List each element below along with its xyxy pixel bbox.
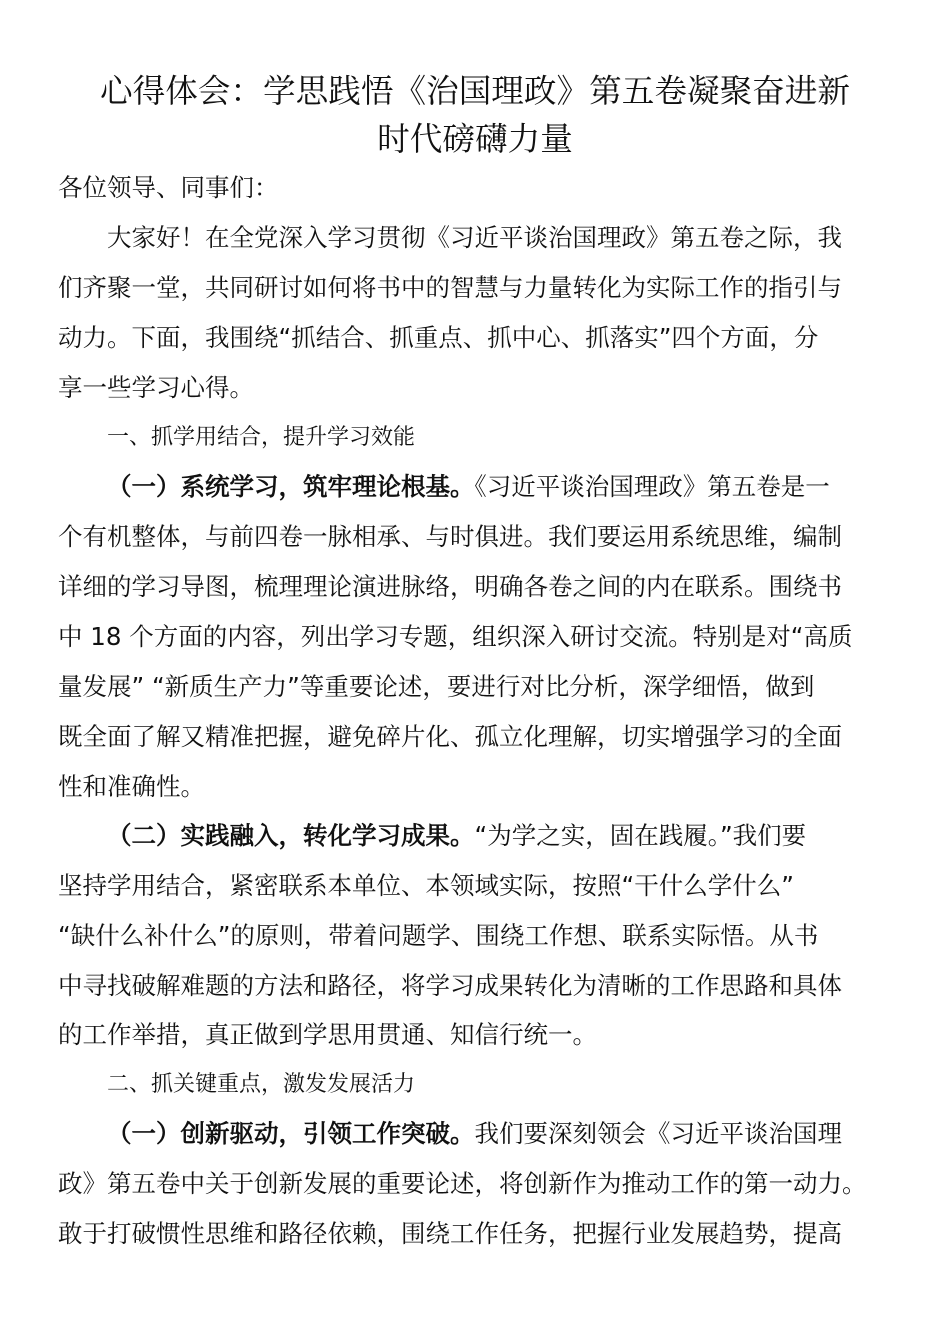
s1p2-line-3: “缺什么补什么”的原则，带着问题学、围绕工作想、联系实际悟。从书 xyxy=(58,921,819,950)
s1p2-line-4: 中寻找破解难题的方法和路径，将学习成果转化为清晰的工作思路和具体 xyxy=(58,971,842,1000)
s2p1-line-2: 政》第五卷中关于创新发展的重要论述，将创新作为推动工作的第一动力。 xyxy=(58,1169,867,1198)
s1p1-lead: （一）系统学习，筑牢理论根基。 xyxy=(107,472,475,501)
s1p2-line-5: 的工作举措，真正做到学思用贯通、知信行统一。 xyxy=(58,1020,597,1049)
intro-line-1: 大家好！在全党深入学习贯彻《习近平谈治国理政》第五卷之际，我 xyxy=(107,223,842,252)
intro-line-2: 们齐聚一堂，共同研讨如何将书中的智慧与力量转化为实际工作的指引与 xyxy=(58,273,842,302)
s2p1-line-3: 敢于打破惯性思维和路径依赖，围绕工作任务，把握行业发展趋势，提高 xyxy=(58,1219,842,1248)
title-line-2: 时代磅礴力量 xyxy=(377,120,573,158)
s1p1-line-1-text: 《习近平谈治国理政》第五卷是一 xyxy=(474,472,830,501)
s1p1-line-6: 既全面了解又精准把握，避免碎片化、孤立化理解，切实增强学习的全面 xyxy=(58,722,842,751)
salutation: 各位领导、同事们： xyxy=(58,173,279,202)
s2p1-lead: （一）创新驱动，引领工作突破。 xyxy=(107,1119,475,1148)
s1p2-lead: （二）实践融入，转化学习成果。 xyxy=(107,821,475,850)
title-line-1: 心得体会：学思践悟《治国理政》第五卷凝聚奋进新 xyxy=(99,72,851,110)
section1-heading: 一、抓学用结合，提升学习效能 xyxy=(107,425,416,450)
s1p1-line-3: 详细的学习导图，梳理理论演进脉络，明确各卷之间的内在联系。围绕书 xyxy=(58,572,842,601)
s2p1-line-1-text: 我们要深刻领会《习近平谈治国理 xyxy=(474,1119,842,1148)
section2-heading: 二、抓关键重点，激发发展活力 xyxy=(107,1072,416,1097)
s1p1-line-2: 个有机整体，与前四卷一脉相承、与时俱进。我们要运用系统思维，编制 xyxy=(58,522,842,551)
s1p1-line-4: 中 18 个方面的内容，列出学习专题，组织深入研讨交流。特别是对“高质 xyxy=(58,622,853,651)
s1p2-line-1 xyxy=(107,818,806,854)
s1p1-line-7: 性和准确性。 xyxy=(58,772,205,801)
s2p1-line-1 xyxy=(107,1116,842,1152)
s1p1-line-5: 量发展” “新质生产力”等重要论述，要进行对比分析，深学细悟，做到 xyxy=(58,672,815,701)
s1p2-line-1-text: “为学之实，固在践履。”我们要 xyxy=(474,821,807,850)
intro-line-4: 享一些学习心得。 xyxy=(58,373,254,402)
s1p1-line-1 xyxy=(107,469,830,505)
intro-line-3: 动力。下面，我围绕“抓结合、抓重点、抓中心、抓落实”四个方面，分 xyxy=(58,323,819,352)
s1p2-line-2: 坚持学用结合，紧密联系本单位、本领域实际，按照“干什么学什么” xyxy=(58,871,794,900)
